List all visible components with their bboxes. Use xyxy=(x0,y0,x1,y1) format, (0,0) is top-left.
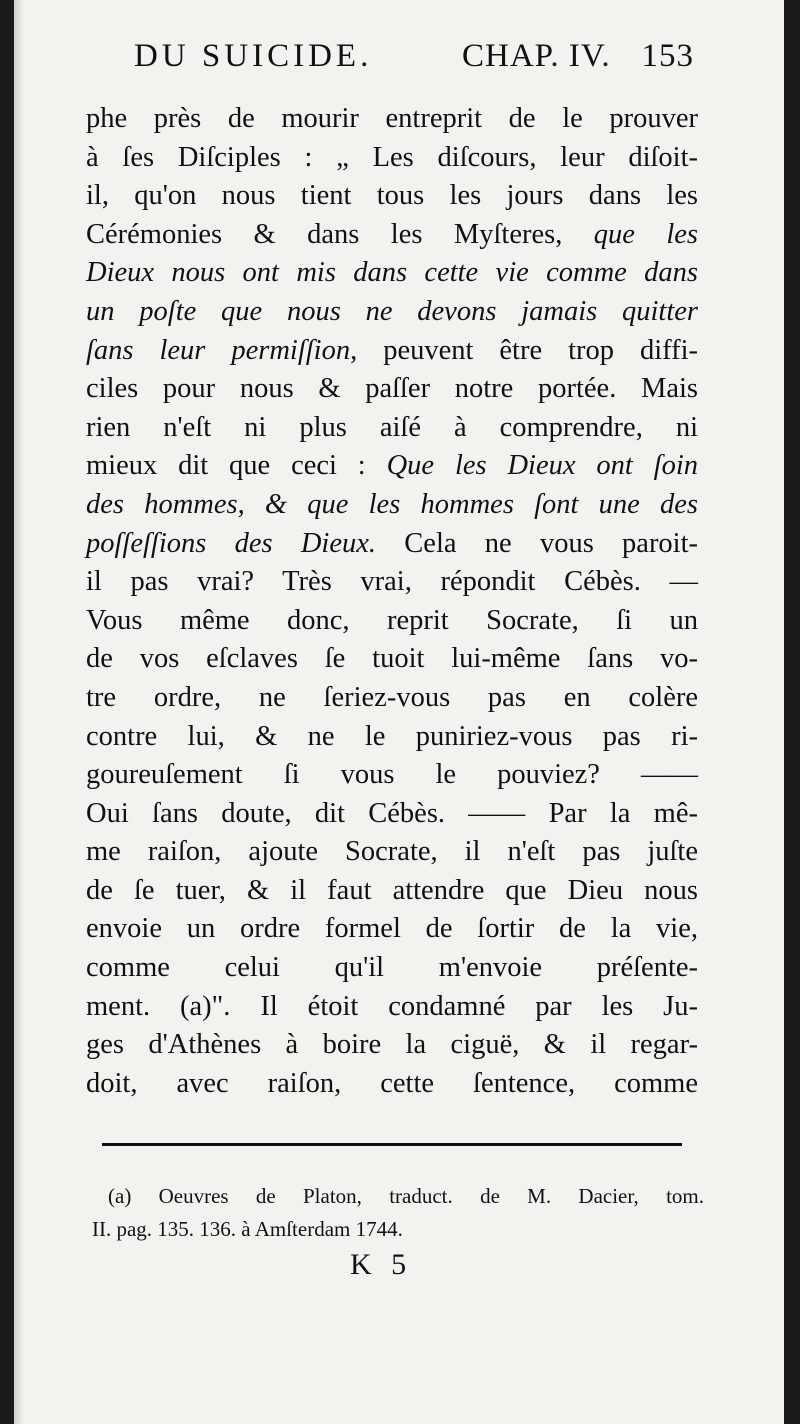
text-segment: mieux dit que ceci : xyxy=(86,450,387,482)
footnote-line: (a) Oeuvres de Platon, traduct. de M. Dacier, tom. xyxy=(108,1184,704,1208)
text-segment: ment. (a)". Il étoit condamné par les Ju- xyxy=(86,990,698,1022)
italic-segment: Que les Dieux ont ſoin xyxy=(386,450,698,482)
text-line xyxy=(86,332,698,371)
text-line xyxy=(86,216,698,255)
footnote-line: II. pag. 135. 136. à Amſterdam 1744. xyxy=(92,1217,403,1241)
text-segment: Cérémonies & dans les Myſteres, xyxy=(86,218,594,250)
running-title: DU SUICIDE. xyxy=(134,38,373,74)
text-line xyxy=(86,100,698,139)
text-line xyxy=(86,293,698,332)
text-line xyxy=(86,409,698,448)
text-line xyxy=(86,640,698,679)
text-line xyxy=(86,563,698,602)
italic-segment: un poſte que nous ne devons jamais quitter xyxy=(86,295,698,327)
text-line xyxy=(86,254,698,293)
body-text xyxy=(86,100,698,1103)
text-line xyxy=(86,910,698,949)
text-line xyxy=(86,679,698,718)
text-line xyxy=(86,447,698,486)
text-line xyxy=(86,370,698,409)
text-segment: de vos eſclaves ſe tuoit lui-même ſans vo- xyxy=(86,643,698,675)
text-line xyxy=(86,988,698,1027)
text-segment: , peuvent être trop diffi- xyxy=(350,334,698,366)
text-segment: comme celui qu'il m'envoie préſente- xyxy=(86,952,698,984)
text-segment: doit, avec raiſon, cette ſentence, comme xyxy=(86,1067,698,1099)
text-segment: il pas vrai? Très vrai, répondit Cébès. — xyxy=(86,566,698,598)
italic-segment: ſans leur permiſſion xyxy=(86,334,351,366)
text-segment: à ſes Diſciples : „ Les diſcours, leur diſoit- xyxy=(86,141,698,173)
italic-segment: des hommes, & que les hommes ſont une des xyxy=(86,488,698,520)
text-line xyxy=(86,949,698,988)
text-segment: contre lui, & ne le puniriez-vous pas ri- xyxy=(86,720,698,752)
signature-mark: K 5 xyxy=(350,1248,413,1281)
text-line xyxy=(86,177,698,216)
text-segment: il, qu'on nous tient tous les jours dans les xyxy=(86,180,698,212)
text-line xyxy=(86,1026,698,1065)
book-page xyxy=(14,0,784,1424)
text-segment: envoie un ordre formel de ſortir de la vie, xyxy=(86,913,698,945)
text-line xyxy=(86,486,698,525)
italic-segment: poſſeſſions des Dieux. xyxy=(86,527,377,559)
text-line xyxy=(86,833,698,872)
footnote xyxy=(92,1180,704,1246)
chapter-heading: CHAP. IV. xyxy=(462,38,611,74)
text-segment: goureuſement ſi vous le pouviez? —— xyxy=(86,759,698,791)
page-header xyxy=(134,38,694,88)
text-segment: Oui ſans doute, dit Cébès. —— Par la mê- xyxy=(86,797,698,829)
text-segment: ges d'Athènes à boire la ciguë, & il regar- xyxy=(86,1029,698,1061)
text-segment: Vous même donc, reprit Socrate, ſi un xyxy=(86,604,698,636)
text-segment: Cela ne vous paroit- xyxy=(376,527,699,559)
italic-segment: Dieux nous ont mis dans cette vie comme dans xyxy=(86,257,698,289)
text-segment: de ſe tuer, & il faut attendre que Dieu nous xyxy=(86,874,698,906)
text-segment: phe près de mourir entreprit de le prouver xyxy=(86,103,698,134)
text-line xyxy=(86,139,698,178)
text-line xyxy=(86,718,698,757)
text-line xyxy=(86,872,698,911)
text-segment: rien n'eſt ni plus aiſé à comprendre, ni xyxy=(86,411,698,443)
text-line xyxy=(86,756,698,795)
text-segment: me raiſon, ajoute Socrate, il n'eſt pas juſte xyxy=(86,836,698,868)
page-number: 153 xyxy=(641,38,694,74)
text-segment: ciles pour nous & paſſer notre portée. Mais xyxy=(86,373,698,405)
footnote-rule xyxy=(102,1143,682,1146)
text-line xyxy=(86,525,698,564)
text-line xyxy=(86,602,698,641)
italic-segment: que les xyxy=(593,218,698,250)
text-line xyxy=(86,1065,698,1104)
text-segment: tre ordre, ne ſeriez-vous pas en colère xyxy=(86,681,698,713)
text-line xyxy=(86,795,698,834)
